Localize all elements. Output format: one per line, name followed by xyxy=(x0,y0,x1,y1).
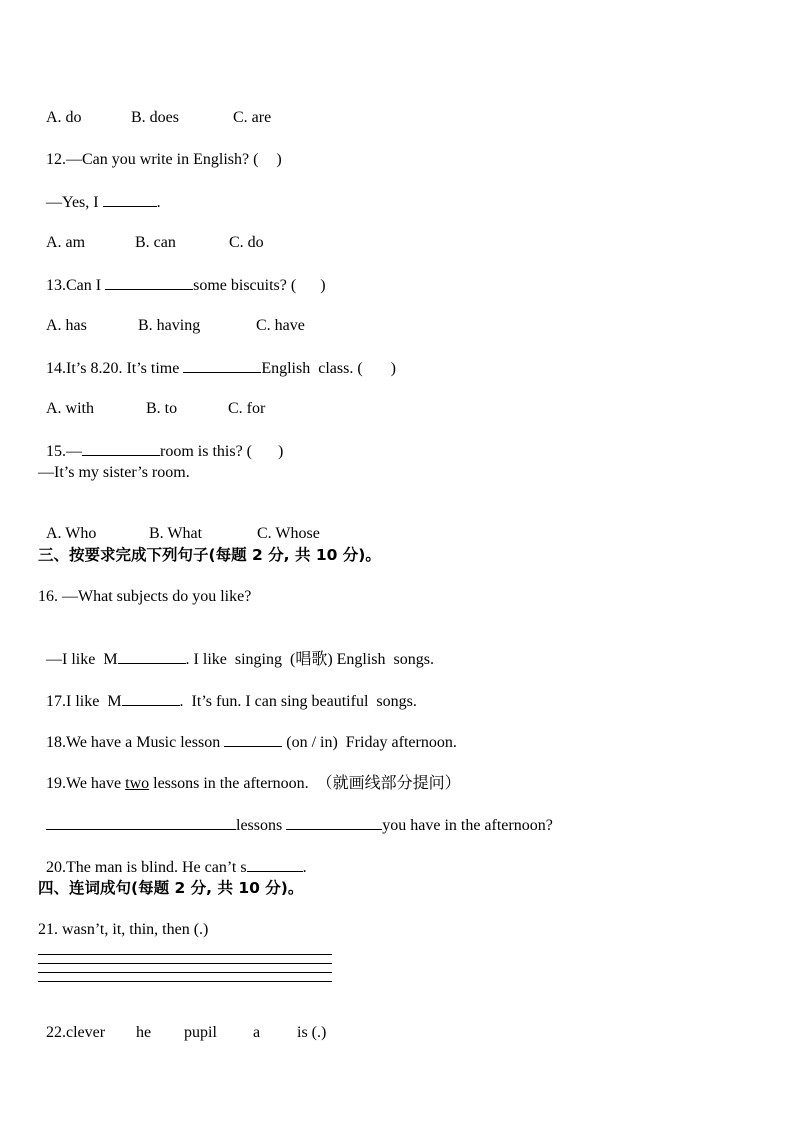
q22-word-5: is (.) xyxy=(297,1024,327,1041)
q12-reply xyxy=(38,172,161,213)
q18-stem xyxy=(38,712,457,753)
q15-option-c[interactable]: C. Whose xyxy=(257,525,320,542)
section-4-heading: 四、连词成句(每题 2 分, 共 10 分)。 xyxy=(38,879,304,897)
q13-options xyxy=(38,296,305,336)
q12-close-paren: ) xyxy=(276,151,282,168)
q19-answer-blank-1[interactable] xyxy=(46,815,236,830)
q22-stem xyxy=(38,1003,326,1043)
q22-word-3: pupil xyxy=(184,1024,217,1041)
q15-reply: —It’s my sister’s room. xyxy=(38,464,190,481)
section-3-heading: 三、按要求完成下列句子(每题 2 分, 共 10 分)。 xyxy=(38,546,381,564)
q15-close-paren: ) xyxy=(278,443,284,460)
writing-rule xyxy=(38,963,332,964)
q22-word-4: a xyxy=(253,1024,261,1041)
q14-option-b[interactable]: B. to xyxy=(146,400,178,417)
q16-reply-prefix: —I like M xyxy=(46,651,118,668)
q12-stem-text: 12.—Can you write in English? ( xyxy=(46,151,259,168)
q15-options xyxy=(38,504,320,544)
q13-close-paren: ) xyxy=(320,277,326,294)
q11-option-a[interactable]: A. do xyxy=(46,109,82,126)
writing-rule xyxy=(38,954,332,955)
q11-option-b[interactable]: B. does xyxy=(131,109,179,126)
q12-options xyxy=(38,213,264,253)
q18-answer-blank[interactable] xyxy=(224,732,282,747)
q14-close-paren: ) xyxy=(390,360,396,377)
q20-stem xyxy=(38,837,307,878)
q12-stem xyxy=(38,130,282,170)
q16-answer-blank[interactable] xyxy=(118,649,186,664)
q17-prefix: 17.I like M xyxy=(46,693,122,710)
q12-option-a[interactable]: A. am xyxy=(46,234,86,251)
q20-suffix: . xyxy=(302,859,307,876)
q20-answer-blank[interactable] xyxy=(247,857,303,872)
q14-answer-blank[interactable] xyxy=(183,358,261,373)
q14-option-c[interactable]: C. for xyxy=(228,400,266,417)
q19-answer-end: you have in the afternoon? xyxy=(382,817,553,834)
q20-prefix: 20.The man is blind. He can’t s xyxy=(46,859,247,876)
q15-stem xyxy=(38,421,283,462)
q15-option-b[interactable]: B. What xyxy=(149,525,203,542)
q13-suffix: some biscuits? ( xyxy=(193,277,297,294)
q14-option-a[interactable]: A. with xyxy=(46,400,94,417)
q21-stem: 21. wasn’t, it, thin, then (.) xyxy=(38,921,209,938)
q13-option-b[interactable]: B. having xyxy=(138,317,201,334)
q15-option-a[interactable]: A. Who xyxy=(46,525,97,542)
q15-answer-blank[interactable] xyxy=(82,441,160,456)
q19-prefix: 19.We have xyxy=(46,775,126,792)
q13-prefix: 13.Can I xyxy=(46,277,102,294)
q22-word-2: he xyxy=(136,1024,152,1041)
q14-options xyxy=(38,379,265,419)
q12-reply-prefix: —Yes, I xyxy=(46,194,99,211)
q19-answer-line xyxy=(38,795,553,836)
q12-option-c[interactable]: C. do xyxy=(229,234,264,251)
q18-prefix: 18.We have a Music lesson xyxy=(46,734,221,751)
q19-suffix: lessons in the afternoon. （就画线部分提问） xyxy=(149,775,461,792)
q13-stem xyxy=(38,255,326,296)
q14-suffix: English class. ( xyxy=(261,360,363,377)
q19-stem xyxy=(38,754,461,794)
q16-reply-suffix: . I like singing (唱歌) English songs. xyxy=(185,651,434,668)
q13-answer-blank[interactable] xyxy=(105,275,193,290)
q22-word-1: 22.clever xyxy=(46,1024,106,1041)
q18-suffix: (on / in) Friday afternoon. xyxy=(286,734,457,751)
q15-suffix: room is this? ( xyxy=(160,443,252,460)
q13-option-a[interactable]: A. has xyxy=(46,317,87,334)
q12-reply-suffix: . xyxy=(156,194,161,211)
q19-answer-mid: lessons xyxy=(236,817,283,834)
q19-answer-blank-2[interactable] xyxy=(286,815,382,830)
q14-stem xyxy=(38,338,396,379)
q17-answer-blank[interactable] xyxy=(122,691,180,706)
q19-underlined-word: two xyxy=(125,775,150,792)
writing-rule xyxy=(38,981,332,982)
q13-option-c[interactable]: C. have xyxy=(256,317,305,334)
q12-option-b[interactable]: B. can xyxy=(135,234,176,251)
q11-option-c[interactable]: C. are xyxy=(233,109,272,126)
q17-stem xyxy=(38,671,417,712)
q15-prefix: 15.— xyxy=(46,443,82,460)
q16-reply xyxy=(38,629,434,670)
writing-rule xyxy=(38,972,332,973)
q16-stem: 16. —What subjects do you like? xyxy=(38,588,252,605)
q11-options xyxy=(38,88,271,128)
q14-prefix: 14.It’s 8.20. It’s time xyxy=(46,360,180,377)
q12-answer-blank[interactable] xyxy=(103,192,157,207)
q17-suffix: . It’s fun. I can sing beautiful songs. xyxy=(179,693,417,710)
